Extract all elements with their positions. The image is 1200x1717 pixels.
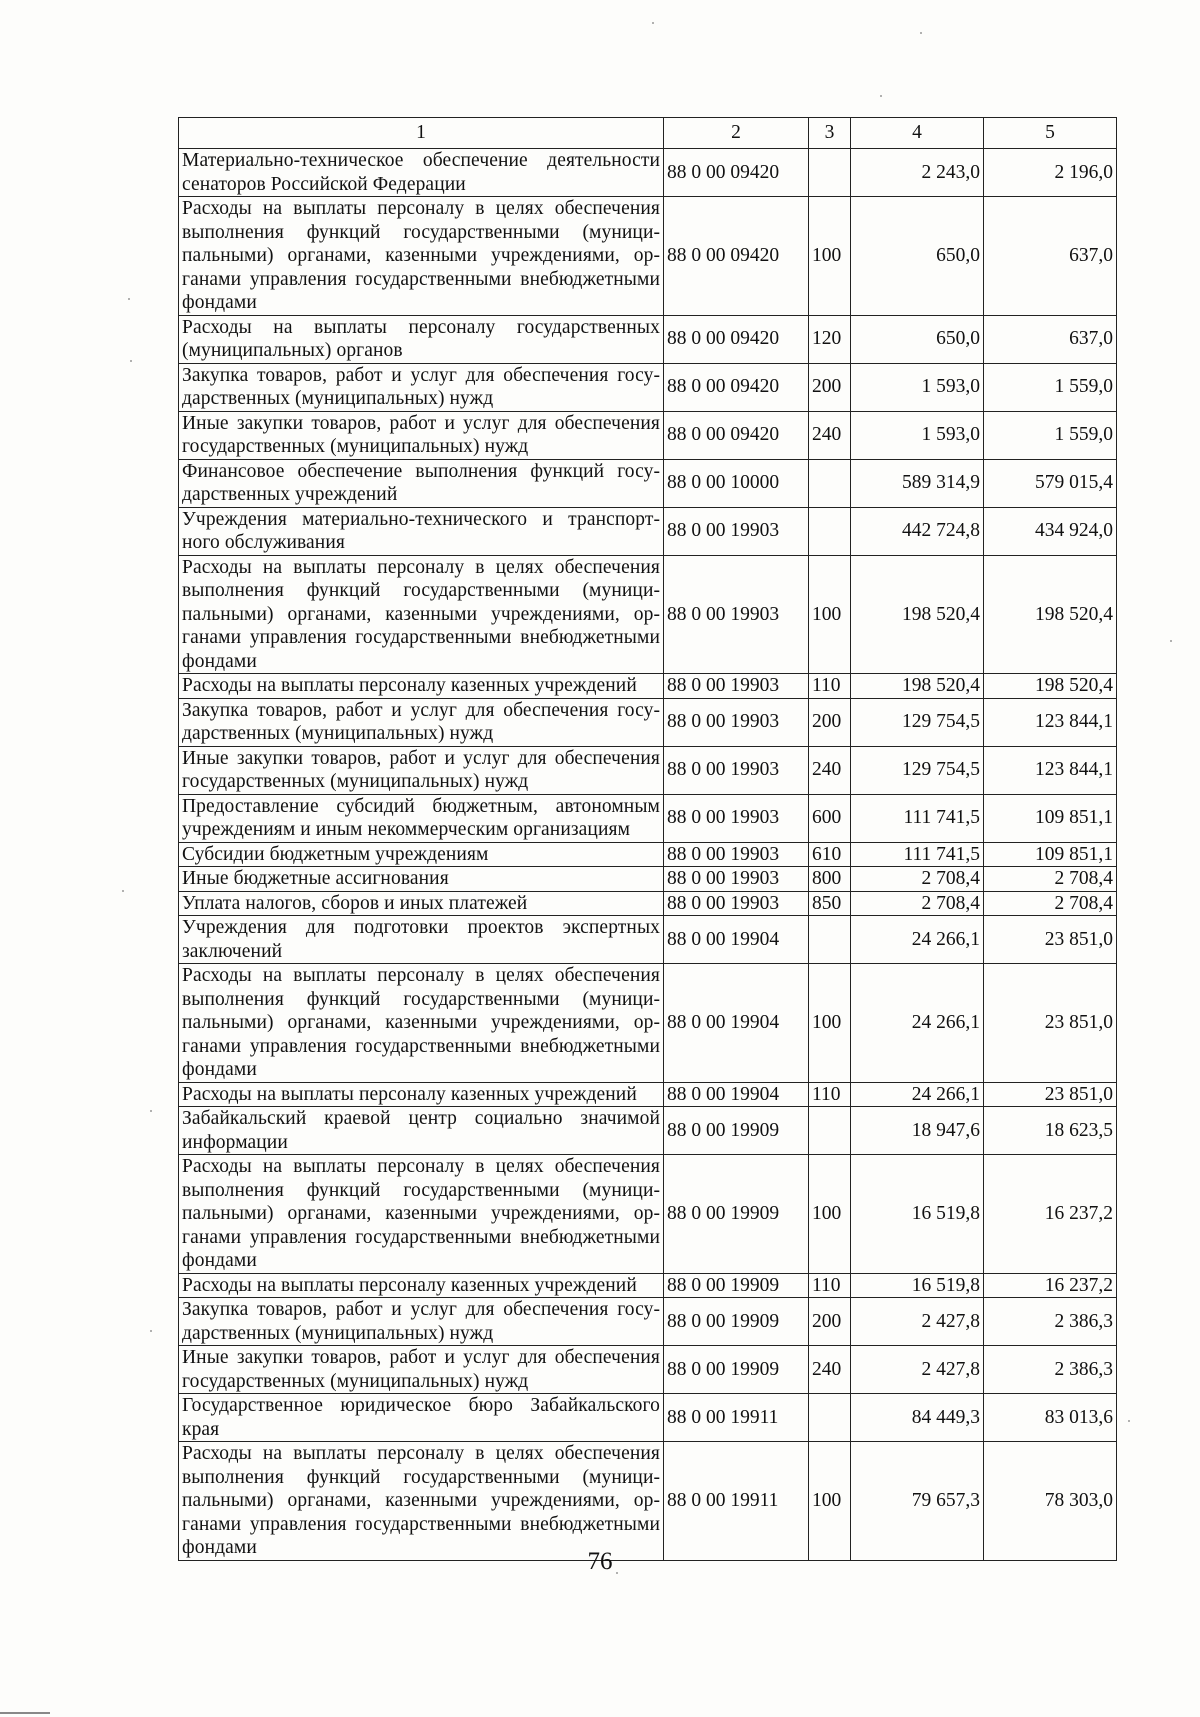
scan-speck	[128, 298, 130, 300]
row-value-col4: 2 708,4	[851, 867, 984, 892]
row-value-col5: 2 708,4	[984, 867, 1117, 892]
row-value-col4: 1 593,0	[851, 363, 984, 411]
row-name: Закупка товаров, работ и услуг для обеспечения государственных (муниципальных) нужд	[179, 698, 664, 746]
row-value-col5: 23 851,0	[984, 916, 1117, 964]
row-value-col5: 434 924,0	[984, 507, 1117, 555]
row-expense-type: 110	[809, 674, 851, 699]
row-name: Учреждения для подготовки проектов экспертных заключений	[179, 916, 664, 964]
row-name: Расходы на выплаты персоналу в целях обеспечения выполнения функций государственными (муниципальными) органами, казенными учреждениями, органами управления государственными внебюджетными фондами	[179, 555, 664, 674]
scan-speck	[1170, 640, 1172, 642]
scan-speck	[880, 95, 882, 97]
budget-table	[178, 117, 1117, 1561]
row-code: 88 0 00 19904	[664, 964, 809, 1083]
row-expense-type: 600	[809, 794, 851, 842]
row-value-col5: 16 237,2	[984, 1273, 1117, 1298]
row-expense-type	[809, 1107, 851, 1155]
row-name: Расходы на выплаты персоналу в целях обеспечения выполнения функций государственными (муниципальными) органами, казенными учреждениями, органами управления государственными внебюджетными фондами	[179, 1442, 664, 1561]
row-code: 88 0 00 19903	[664, 746, 809, 794]
row-value-col5: 123 844,1	[984, 698, 1117, 746]
row-value-col4: 2 708,4	[851, 891, 984, 916]
scan-speck	[652, 22, 654, 24]
row-name: Предоставление субсидий бюджетным, автономным учреждениям и иным некоммерческим организациям	[179, 794, 664, 842]
row-value-col4: 16 519,8	[851, 1155, 984, 1274]
row-code: 88 0 00 19903	[664, 674, 809, 699]
row-value-col4: 24 266,1	[851, 964, 984, 1083]
row-name: Иные бюджетные ассигнования	[179, 867, 664, 892]
row-value-col5: 2 386,3	[984, 1346, 1117, 1394]
row-code: 88 0 00 09420	[664, 411, 809, 459]
row-name: Государственное юридическое бюро Забайкальского края	[179, 1394, 664, 1442]
table-row	[179, 197, 1117, 316]
table-row	[179, 1442, 1117, 1561]
row-expense-type: 100	[809, 1155, 851, 1274]
header-col-3: 3	[809, 118, 851, 149]
row-name: Расходы на выплаты персоналу в целях обеспечения выполнения функций государственными (муниципальными) органами, казенными учреждениями, органами управления государственными внебюджетными фондами	[179, 964, 664, 1083]
table-row	[179, 916, 1117, 964]
table-body	[179, 149, 1117, 1561]
row-expense-type	[809, 1394, 851, 1442]
row-value-col4: 2 427,8	[851, 1346, 984, 1394]
row-name: Закупка товаров, работ и услуг для обеспечения государственных (муниципальных) нужд	[179, 363, 664, 411]
row-code: 88 0 00 19903	[664, 891, 809, 916]
scan-speck	[616, 1572, 618, 1574]
row-value-col4: 18 947,6	[851, 1107, 984, 1155]
row-code: 88 0 00 19904	[664, 1082, 809, 1107]
row-name: Расходы на выплаты персоналу в целях обеспечения выполнения функций государственными (муниципальными) органами, казенными учреждениями, органами управления государственными внебюджетными фондами	[179, 1155, 664, 1274]
table-row	[179, 698, 1117, 746]
row-expense-type: 800	[809, 867, 851, 892]
table-row	[179, 1155, 1117, 1274]
row-name: Иные закупки товаров, работ и услуг для обеспечения государственных (муниципальных) нужд	[179, 411, 664, 459]
row-name: Уплата налогов, сборов и иных платежей	[179, 891, 664, 916]
row-value-col4: 650,0	[851, 315, 984, 363]
row-value-col5: 109 851,1	[984, 842, 1117, 867]
header-col-5: 5	[984, 118, 1117, 149]
scan-speck	[150, 1330, 152, 1332]
header-col-4: 4	[851, 118, 984, 149]
row-code: 88 0 00 19903	[664, 698, 809, 746]
row-name: Расходы на выплаты персоналу казенных учреждений	[179, 674, 664, 699]
row-value-col4: 442 724,8	[851, 507, 984, 555]
row-value-col5: 1 559,0	[984, 411, 1117, 459]
row-value-col4: 111 741,5	[851, 842, 984, 867]
scan-speck	[122, 890, 124, 892]
row-expense-type: 240	[809, 411, 851, 459]
table-row	[179, 1107, 1117, 1155]
row-code: 88 0 00 19911	[664, 1394, 809, 1442]
table-row	[179, 891, 1117, 916]
table-row	[179, 555, 1117, 674]
row-expense-type	[809, 459, 851, 507]
row-value-col4: 84 449,3	[851, 1394, 984, 1442]
scan-speck	[150, 1110, 152, 1112]
row-value-col4: 16 519,8	[851, 1273, 984, 1298]
row-code: 88 0 00 19903	[664, 507, 809, 555]
table-row	[179, 867, 1117, 892]
scan-speck	[1128, 1420, 1130, 1422]
row-expense-type: 110	[809, 1082, 851, 1107]
row-expense-type: 240	[809, 746, 851, 794]
row-value-col5: 637,0	[984, 315, 1117, 363]
row-value-col4: 1 593,0	[851, 411, 984, 459]
row-value-col4: 24 266,1	[851, 1082, 984, 1107]
row-expense-type	[809, 149, 851, 197]
row-code: 88 0 00 09420	[664, 315, 809, 363]
table-row	[179, 746, 1117, 794]
table-row	[179, 1082, 1117, 1107]
row-expense-type: 200	[809, 1298, 851, 1346]
row-expense-type: 100	[809, 197, 851, 316]
row-value-col5: 2 386,3	[984, 1298, 1117, 1346]
table-row	[179, 674, 1117, 699]
row-value-col5: 78 303,0	[984, 1442, 1117, 1561]
row-value-col5: 109 851,1	[984, 794, 1117, 842]
row-expense-type	[809, 916, 851, 964]
row-value-col4: 650,0	[851, 197, 984, 316]
row-expense-type: 100	[809, 1442, 851, 1561]
row-value-col5: 123 844,1	[984, 746, 1117, 794]
row-name: Закупка товаров, работ и услуг для обеспечения государственных (муниципальных) нужд	[179, 1298, 664, 1346]
row-value-col5: 16 237,2	[984, 1155, 1117, 1274]
row-expense-type: 120	[809, 315, 851, 363]
row-code: 88 0 00 19909	[664, 1107, 809, 1155]
table-row	[179, 411, 1117, 459]
row-value-col5: 1 559,0	[984, 363, 1117, 411]
row-code: 88 0 00 09420	[664, 363, 809, 411]
row-name: Расходы на выплаты персоналу государственных (муниципальных) органов	[179, 315, 664, 363]
row-value-col5: 18 623,5	[984, 1107, 1117, 1155]
scan-edge-mark	[0, 1712, 50, 1714]
row-name: Учреждения материально-технического и транспортного обслуживания	[179, 507, 664, 555]
row-expense-type: 240	[809, 1346, 851, 1394]
row-name: Расходы на выплаты персоналу казенных учреждений	[179, 1273, 664, 1298]
row-expense-type	[809, 507, 851, 555]
page-number: 76	[587, 1548, 613, 1575]
row-expense-type: 100	[809, 555, 851, 674]
row-expense-type: 850	[809, 891, 851, 916]
row-value-col4: 79 657,3	[851, 1442, 984, 1561]
header-col-1: 1	[179, 118, 664, 149]
row-code: 88 0 00 10000	[664, 459, 809, 507]
table-row	[179, 964, 1117, 1083]
row-code: 88 0 00 09420	[664, 149, 809, 197]
row-expense-type: 610	[809, 842, 851, 867]
table-row	[179, 459, 1117, 507]
table-row	[179, 1346, 1117, 1394]
row-value-col4: 2 243,0	[851, 149, 984, 197]
row-value-col4: 2 427,8	[851, 1298, 984, 1346]
row-code: 88 0 00 19903	[664, 794, 809, 842]
row-name: Субсидии бюджетным учреждениям	[179, 842, 664, 867]
row-code: 88 0 00 19903	[664, 867, 809, 892]
table-row	[179, 1273, 1117, 1298]
row-value-col5: 579 015,4	[984, 459, 1117, 507]
header-col-2: 2	[664, 118, 809, 149]
row-code: 88 0 00 19904	[664, 916, 809, 964]
scan-speck	[130, 360, 132, 362]
row-name: Материально-техническое обеспечение деятельности сенаторов Российской Федерации	[179, 149, 664, 197]
table-row	[179, 149, 1117, 197]
row-name: Расходы на выплаты персоналу казенных учреждений	[179, 1082, 664, 1107]
row-value-col4: 111 741,5	[851, 794, 984, 842]
row-code: 88 0 00 19903	[664, 842, 809, 867]
row-code: 88 0 00 19909	[664, 1298, 809, 1346]
row-value-col5: 637,0	[984, 197, 1117, 316]
row-code: 88 0 00 19903	[664, 555, 809, 674]
row-name: Финансовое обеспечение выполнения функций государственных учреждений	[179, 459, 664, 507]
row-value-col5: 23 851,0	[984, 1082, 1117, 1107]
row-code: 88 0 00 19909	[664, 1346, 809, 1394]
row-value-col5: 83 013,6	[984, 1394, 1117, 1442]
table-row	[179, 315, 1117, 363]
row-code: 88 0 00 19911	[664, 1442, 809, 1561]
row-expense-type: 110	[809, 1273, 851, 1298]
row-name: Иные закупки товаров, работ и услуг для обеспечения государственных (муниципальных) нужд	[179, 1346, 664, 1394]
row-name: Расходы на выплаты персоналу в целях обеспечения выполнения функций государственными (муниципальными) органами, казенными учреждениями, органами управления государственными внебюджетными фондами	[179, 197, 664, 316]
row-value-col4: 129 754,5	[851, 698, 984, 746]
row-code: 88 0 00 19909	[664, 1273, 809, 1298]
row-value-col5: 2 196,0	[984, 149, 1117, 197]
header-row	[179, 118, 1117, 149]
table-row	[179, 794, 1117, 842]
row-value-col5: 198 520,4	[984, 674, 1117, 699]
row-expense-type: 100	[809, 964, 851, 1083]
row-value-col5: 23 851,0	[984, 964, 1117, 1083]
table-row	[179, 842, 1117, 867]
row-value-col4: 198 520,4	[851, 555, 984, 674]
scan-speck	[920, 32, 922, 34]
row-expense-type: 200	[809, 698, 851, 746]
row-code: 88 0 00 19909	[664, 1155, 809, 1274]
row-name: Иные закупки товаров, работ и услуг для обеспечения государственных (муниципальных) нужд	[179, 746, 664, 794]
row-value-col5: 198 520,4	[984, 555, 1117, 674]
row-value-col4: 198 520,4	[851, 674, 984, 699]
row-value-col4: 24 266,1	[851, 916, 984, 964]
row-code: 88 0 00 09420	[664, 197, 809, 316]
row-value-col4: 589 314,9	[851, 459, 984, 507]
table-row	[179, 507, 1117, 555]
table-row	[179, 363, 1117, 411]
table-row	[179, 1298, 1117, 1346]
row-name: Забайкальский краевой центр социально значимой информации	[179, 1107, 664, 1155]
row-value-col4: 129 754,5	[851, 746, 984, 794]
row-expense-type: 200	[809, 363, 851, 411]
table-row	[179, 1394, 1117, 1442]
row-value-col5: 2 708,4	[984, 891, 1117, 916]
